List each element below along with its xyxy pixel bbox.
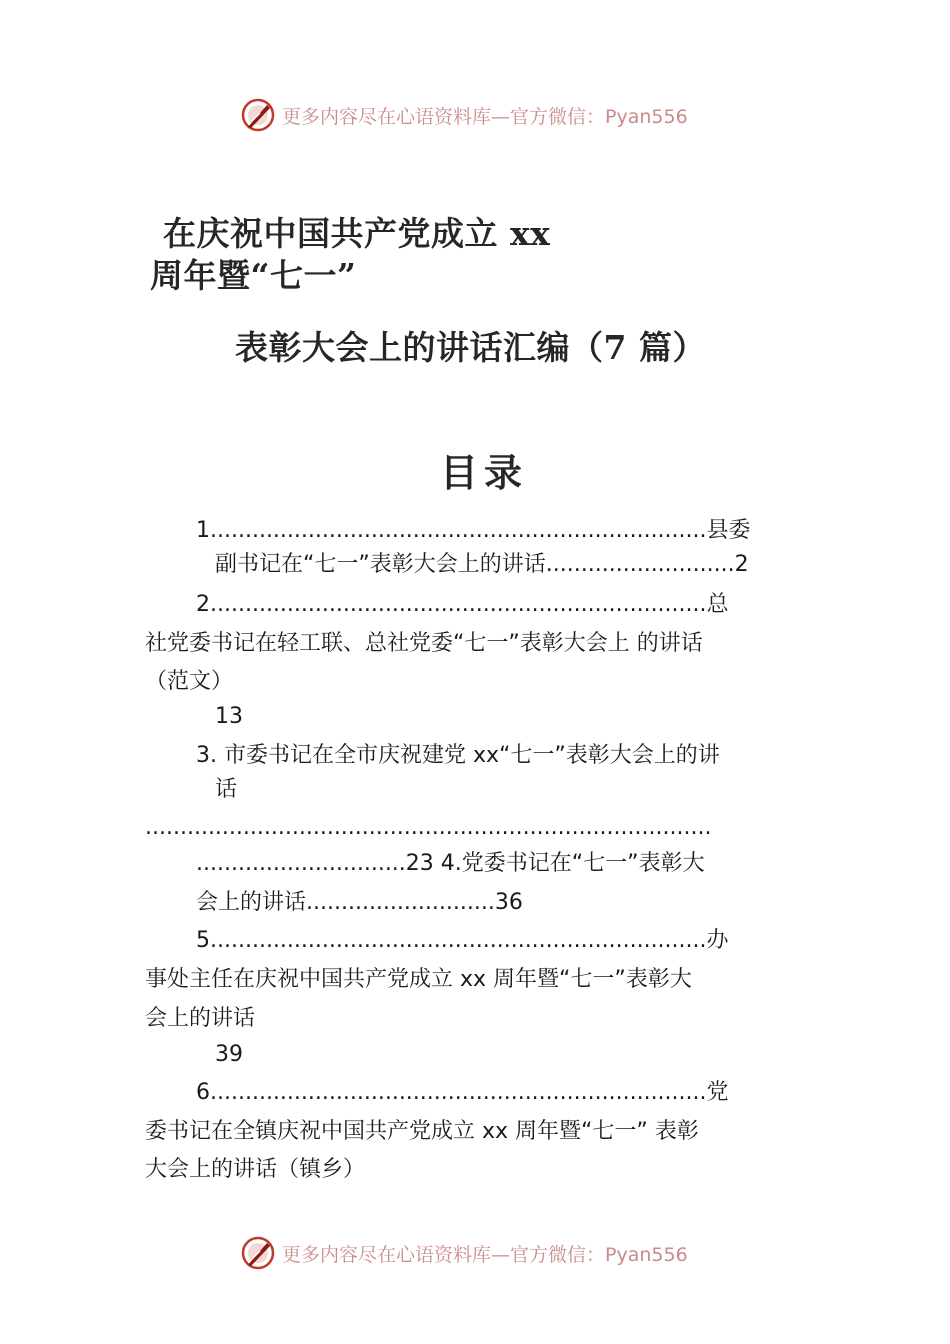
toc-line-10: ..............................23 4.党委书记在“七一”表彰大: [196, 851, 705, 876]
watermark-text: [282, 1240, 688, 1267]
watermark-separator: —: [491, 106, 511, 128]
watermark-text: [282, 102, 688, 129]
watermark-wechat-id: Pyan556: [605, 106, 688, 128]
quill-logo-icon: [240, 1235, 276, 1271]
watermark-wechat-label: 官方微信：: [510, 1244, 606, 1266]
toc-line-4: 社党委书记在轻工联、总社党委“七一”表彰大会上 的讲话: [145, 631, 703, 656]
toc-line-3: 2.......................................................................总: [196, 592, 729, 617]
toc-line-18: 大会上的讲话（镇乡）: [145, 1157, 366, 1182]
toc-line-11: 会上的讲话...........................36: [196, 890, 523, 915]
watermark-wechat-label: 官方微信：: [510, 106, 606, 128]
watermark-wechat-id: Pyan556: [605, 1244, 688, 1266]
watermark-banner-bottom: [0, 1233, 950, 1273]
toc-line-6: 13: [215, 704, 243, 729]
toc-line-7: 3. 市委书记在全市庆祝建党 xx“七一”表彰大会上的讲: [196, 743, 720, 768]
watermark-main: 更多内容尽在心语资料库: [282, 106, 492, 128]
toc-line-1: 1.......................................................................县委: [196, 518, 751, 543]
document-title-line3: 表彰大会上的讲话汇编（7 篇）: [235, 328, 706, 367]
document-title-line1: 在庆祝中国共产党成立 xx: [163, 214, 551, 253]
toc-line-15: 39: [215, 1042, 243, 1067]
toc-line-8: 话: [215, 777, 238, 802]
toc-line-2: 副书记在“七一”表彰大会上的讲话...........................2: [215, 552, 749, 577]
toc-line-13: 事处主任在庆祝中国共产党成立 xx 周年暨“七一”表彰大: [145, 967, 692, 992]
toc-line-14: 会上的讲话: [145, 1006, 256, 1031]
watermark-main: 更多内容尽在心语资料库: [282, 1244, 492, 1266]
document-title-line2: 周年暨“七一”: [150, 256, 357, 295]
toc-line-17: 委书记在全镇庆祝中国共产党成立 xx 周年暨“七一” 表彰: [145, 1119, 699, 1144]
toc-line-12: 5.......................................................................办: [196, 928, 729, 953]
watermark-banner-top: [0, 95, 950, 135]
quill-logo-icon: [240, 97, 276, 133]
toc-line-9: .................................................................................: [145, 815, 712, 840]
toc-line-16: 6.......................................................................党: [196, 1080, 729, 1105]
toc-line-5: （范文）: [145, 669, 234, 694]
watermark-separator: —: [491, 1244, 511, 1266]
toc-heading: 目录: [440, 450, 529, 495]
